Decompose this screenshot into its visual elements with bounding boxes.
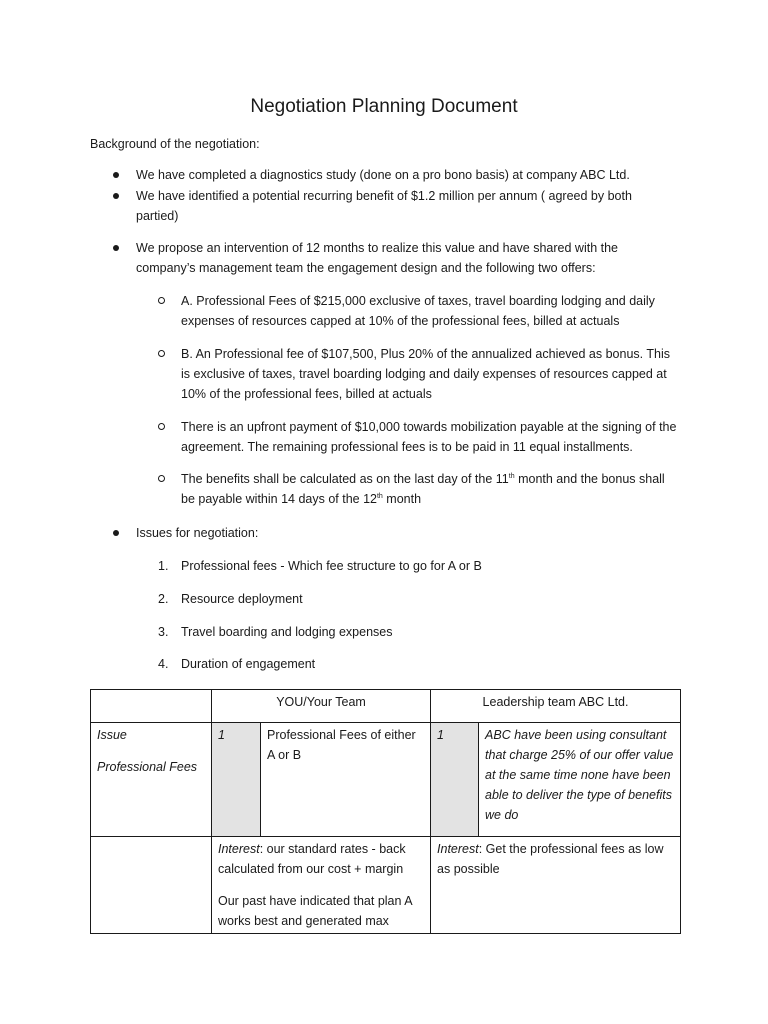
bullet-item: We propose an intervention of 12 months to realize this value and have shared with the company’s management team the engagement design and the following two offers: <box>136 238 656 278</box>
circle-bullet-icon <box>158 423 165 430</box>
issue-item: 1. Professional fees - Which fee structure to go for A or B <box>158 559 482 573</box>
leader-position-cell: ABC have been using consultant that charge 25% of our offer value at the same time none have been able to deliver the type of benefits we do <box>479 723 681 837</box>
you-interest-cell: Interest: our standard rates - back calculated from our cost + margin Our past have indicated that plan A works best and generated max <box>212 837 431 934</box>
benefit-note-item: The benefits shall be calculated as on the last day of the 11th month and the bonus shall be payable within 14 days of the 12th month <box>181 469 681 509</box>
issue-item: 3. Travel boarding and lodging expenses <box>158 625 393 639</box>
table-header-row <box>91 690 681 723</box>
leader-interest-cell: Interest: Get the professional fees as low as possible <box>431 837 681 934</box>
circle-bullet-icon <box>158 297 165 304</box>
offer-item: A. Professional Fees of $215,000 exclusive of taxes, travel boarding lodging and daily expenses of resources capped at 10% of the professional fees, billed at actuals <box>181 291 681 331</box>
table-row <box>91 837 681 934</box>
issue-cell: Issue Professional Fees <box>91 723 212 837</box>
you-number-cell: 1 <box>212 723 261 837</box>
bullet-item: We have completed a diagnostics study (done on a pro bono basis) at company ABC Ltd. <box>136 165 656 185</box>
empty-issue-cell <box>91 837 212 934</box>
you-position-cell: Professional Fees of either A or B <box>261 723 431 837</box>
table-row <box>91 723 681 837</box>
negotiation-table <box>90 689 681 934</box>
bullet-dot-icon <box>113 245 119 251</box>
bullet-item: We have identified a potential recurring benefit of $1.2 million per annum ( agreed by both partied) <box>136 186 656 226</box>
table-corner-cell <box>91 690 212 723</box>
bullet-dot-icon <box>113 530 119 536</box>
header-you-team: YOU/Your Team <box>212 690 431 723</box>
leader-number-cell: 1 <box>431 723 479 837</box>
offer-item: There is an upfront payment of $10,000 towards mobilization payable at the signing of the agreement. The remaining professional fees is to be paid in 11 equal installments. <box>181 417 681 457</box>
header-leadership-team: Leadership team ABC Ltd. <box>431 690 681 723</box>
circle-bullet-icon <box>158 475 165 482</box>
issue-item: 2. Resource deployment <box>158 592 303 606</box>
document-title: Negotiation Planning Document <box>250 96 518 117</box>
background-heading: Background of the negotiation: <box>90 137 260 151</box>
bullet-dot-icon <box>113 172 119 178</box>
offer-item: B. An Professional fee of $107,500, Plus 20% of the annualized achieved as bonus. This is exclusive of taxes, travel boarding lodging and daily expenses of resources capped at 10% of the professional fees, billed at actuals <box>181 344 681 404</box>
issues-heading: Issues for negotiation: <box>136 523 656 543</box>
circle-bullet-icon <box>158 350 165 357</box>
bullet-dot-icon <box>113 193 119 199</box>
issue-item: 4. Duration of engagement <box>158 657 316 671</box>
